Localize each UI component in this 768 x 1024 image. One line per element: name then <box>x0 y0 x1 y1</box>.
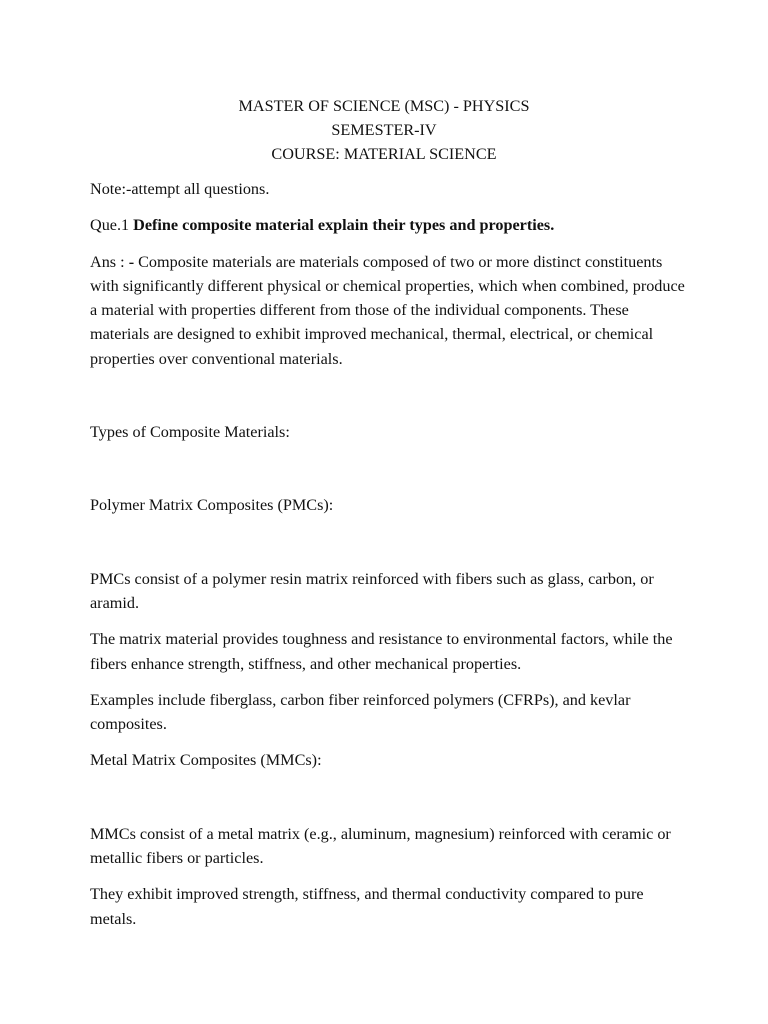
mmc-paragraph-2: They exhibit improved strength, stiffness, and thermal conductivity compared to pure metals. <box>90 885 644 928</box>
answer-prefix: Ans : <box>90 252 129 271</box>
semester-title: SEMESTER-IV <box>331 121 437 139</box>
document-body <box>90 177 690 931</box>
pmc-paragraph-1: PMCs consist of a polymer resin matrix reinforced with fibers such as glass, carbon, or aramid. <box>90 569 654 612</box>
answer-paragraph <box>90 250 690 371</box>
pmc-paragraph-3: Examples include fiberglass, carbon fiber reinforced polymers (CFRPs), and kevlar composites. <box>90 690 631 734</box>
pmc-paragraph-2: The matrix material provides toughness and resistance to environmental factors, while the fibers enhance strength, stiffness, and other mechanical properties. <box>90 630 673 673</box>
types-heading: Types of Composite Materials: <box>90 423 290 442</box>
degree-title: MASTER OF SCIENCE (MSC) - PHYSICS <box>238 97 530 115</box>
answer-body: Composite materials are materials composed of two or more distinct constituents with significantly different physical or chemical properties, which when combined, produce a material with properties different from those of the individual components. These materials are designed to exhibit improved mechanical, thermal, electrical, or chemical properties over conventional materials. <box>90 252 685 368</box>
answer-dash: - <box>128 252 139 271</box>
mmc-paragraph-1: MMCs consist of a metal matrix (e.g., aluminum, magnesium) reinforced with ceramic or metallic fibers or particles. <box>90 824 671 868</box>
question-text: Define composite material explain their types and properties. <box>133 216 555 235</box>
course-title: COURSE: MATERIAL SCIENCE <box>271 145 497 163</box>
pmc-heading: Polymer Matrix Composites (PMCs): <box>90 496 334 515</box>
document-header <box>0 94 768 166</box>
question-prefix: Que.1 <box>90 216 134 235</box>
mmc-heading: Metal Matrix Composites (MMCs): <box>90 751 322 770</box>
note-text: Note:-attempt all questions. <box>90 180 270 198</box>
question-1 <box>90 213 690 237</box>
